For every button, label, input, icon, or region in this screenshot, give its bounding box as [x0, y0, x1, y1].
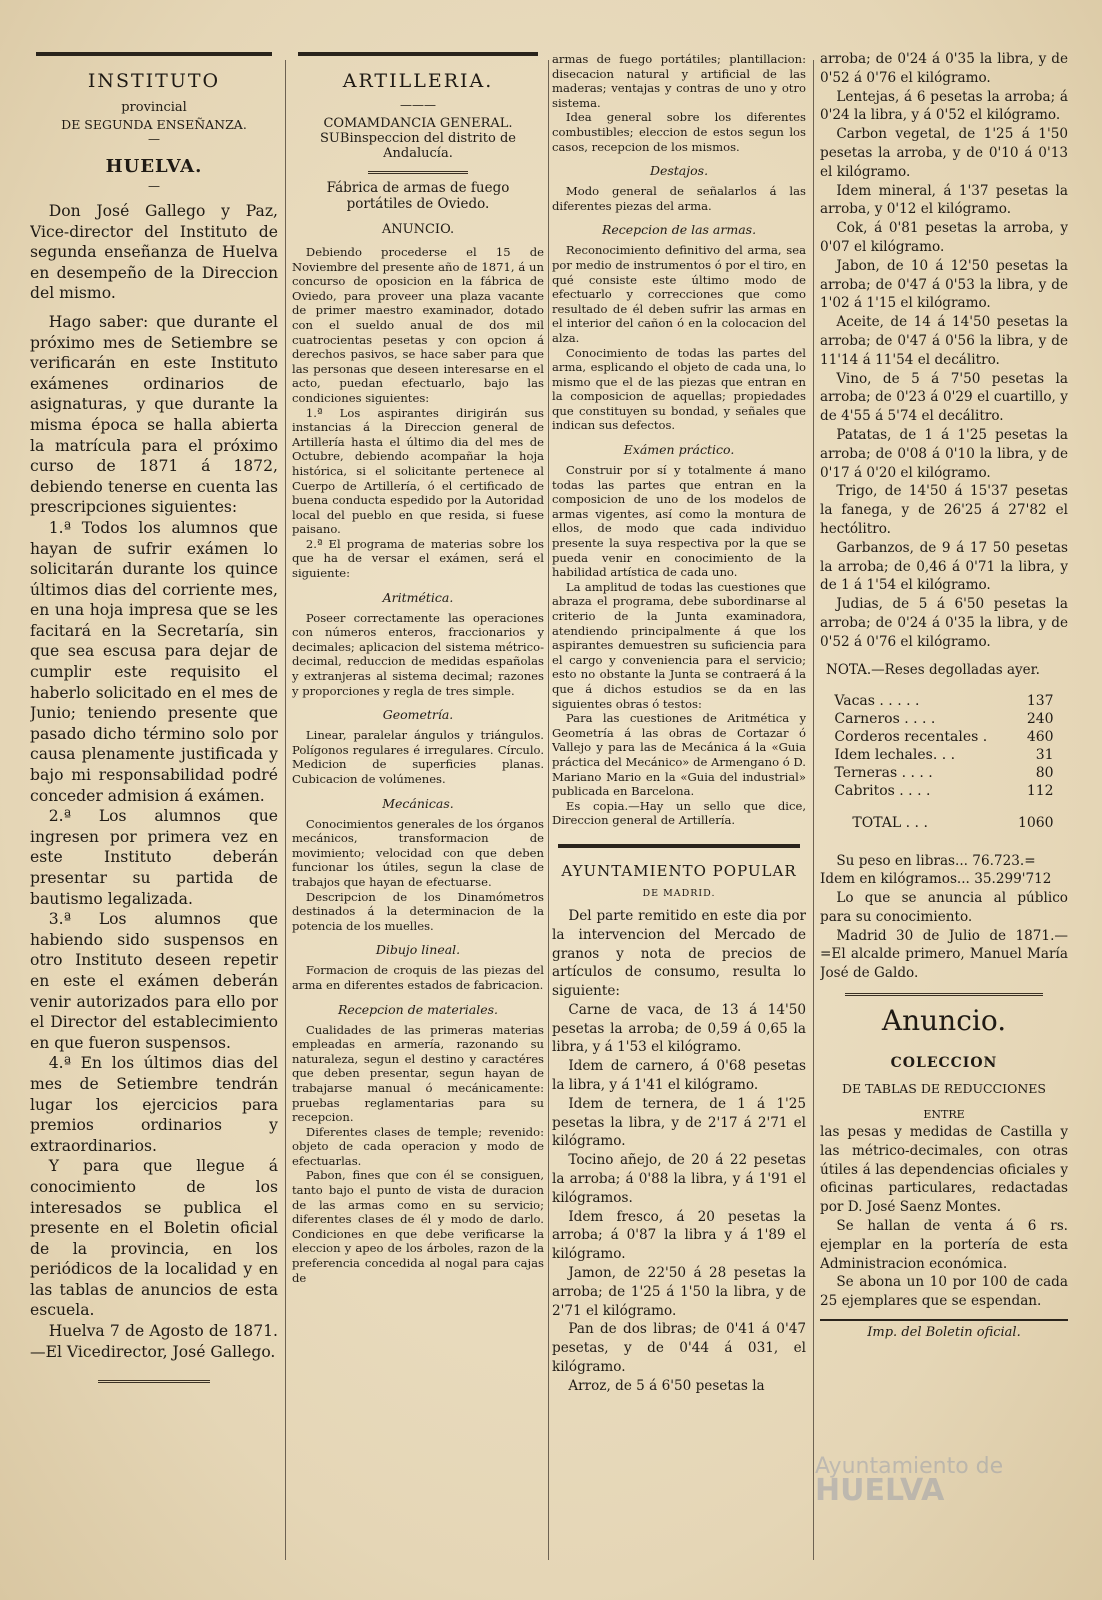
paragraph: Modo general de señalarlos á las diferentes piezas del arma.: [552, 184, 806, 213]
price-line: Vino, de 5 á 7'50 pesetas la arroba; de 0'23 á 0'29 el cuartillo, y de 4'55 á 5'74 el decálitro.: [820, 370, 1068, 425]
fabrica-heading: Fábrica de armas de fuego portátiles de Oviedo.: [326, 180, 510, 212]
price-line: Judias, de 5 á 6'50 pesetas la arroba; de 0'24 á 0'35 la libra, y de 0'52 á 0'76 el kilógramo.: [820, 596, 1068, 650]
price-line: Idem fresco, á 20 pesetas la arroba; á 0'87 la libra y á 1'89 el kilógramo.: [552, 1208, 806, 1263]
paragraph: Es copia.—Hay un sello que dice, Direccion general de Artillería.: [552, 798, 806, 828]
paragraph: Se hallan de venta á 6 rs. ejemplar en la portería de esta Administracion económica.: [820, 1218, 1068, 1272]
paragraph: Reconocimiento definitivo del arma, sea por medio de instrumentos ó por el tiro, en qué consiste este último modo de efectuarlo y correcciones que como resultado de él deben sufrir las armas en el interior del cañon ó en la colocacion del alza.: [552, 243, 806, 345]
ornament: [368, 171, 469, 174]
paragraph: Debiendo procederse el 15 de Noviembre del presente año de 1871, á un concurso de oposicion en la fábrica de Oviedo, para proveer una plaza vacante de primer maestro examinador, dotado con el sueldo anual de dos mil cuatrocientas pesetas y con opcion á derechos pasivos, se hace saber para que las personas que deseen interesarse en el acto, puedan efectuarlo, bajo las condiciones siguientes:: [292, 245, 544, 405]
entre-heading: ENTRE: [923, 1108, 965, 1122]
price-line: Idem de carnero, á 0'68 pesetas la libra, y á 1'41 el kilógramo.: [552, 1058, 806, 1094]
table-row: [832, 710, 1055, 728]
top-rule: [298, 52, 538, 56]
watermark-line: HUELVA: [815, 1473, 945, 1508]
archive-watermark: [815, 1454, 1004, 1508]
paragraph: 1.ª Los aspirantes dirigirán sus instancias á la Direccion general de Artillería hasta el último dia del mes de Octubre, debiendo acompañar la hoja histórica, si el solicitante pertenece al Cuerpo de Artillería, ó el certificado de buena conducta espedido por la Autoridad local del pueblo en que resida, si fuese paisano.: [292, 405, 544, 537]
price-line: Aceite, de 14 á 14'50 pesetas la arroba; de 0'47 á 0'56 la libra, y de 11'14 á 11'54 el decálitro.: [820, 314, 1068, 368]
price-line: Jamon, de 22'50 á 28 pesetas la arroba; de 1'25 á 1'50 la libra, y de 2'71 el kilógramo.: [552, 1265, 806, 1319]
paragraph: Para las cuestiones de Aritmética y Geometría á las obras de Cortazar ó Vallejo y para las de Mecánica á la «Guia práctica del Mecánico» de Armengano ó D. Mariano Mario en la «Guia del industrial» publicada en Barcelona.: [552, 711, 806, 799]
paragraph: Cualidades de las primeras materias empleadas en armería, razonando su naturaleza, segun el destino y caractéres que deben presentar, segun hayan de trabajarse manual ó mecánicamente: pruebas reglamentarias para su recepcion.: [292, 1022, 544, 1125]
reses-value: 240: [1026, 710, 1054, 727]
column-artilleria-cont: [552, 48, 806, 1580]
table-row: [832, 764, 1055, 782]
reses-value: 460: [1026, 728, 1054, 745]
table-row-total: [832, 800, 1055, 832]
section-rule: [558, 844, 800, 848]
column-divider: [548, 60, 549, 1560]
paragraph: Poseer correctamente las operaciones con números enteros, fraccionarios y decimales; aplicacion del sistema métrico-decimal, reduccion de medidas españolas y extranjeras al sistema decimal; razones y proporciones y regla de tres simple.: [292, 610, 544, 698]
price-line: Tocino añejo, de 20 á 22 pesetas la arroba; á 0'88 la libra, y á 1'91 el kilógramos.: [552, 1152, 806, 1206]
table-row: [832, 782, 1055, 800]
paragraph: 2.ª Los alumnos que ingresen por primera vez en este Instituto deberán presentar su partida de bautismo legalizada.: [30, 807, 278, 908]
instituto-title: INSTITUTO: [87, 70, 221, 92]
nota-reses: NOTA.—Reses degolladas ayer.: [826, 661, 1040, 678]
end-rule: [98, 1380, 210, 1383]
price-line: Carne de vaca, de 13 á 14'50 pesetas la arroba; de 0,59 á 0,65 la libra, y á 1'53 el kilógramo.: [552, 1001, 806, 1056]
price-line: Lentejas, á 6 pesetas la arroba; á 0'24 la libra, y á 0'52 el kilógramo.: [820, 88, 1068, 124]
price-line: Carbon vegetal, de 1'25 á 1'50 pesetas la arroba, y de 0'10 á 0'13 el kilógramo.: [820, 126, 1068, 180]
price-line: Patatas, de 1 á 1'25 pesetas la arroba; de 0'08 á 0'10 la libra, y de 0'17 á 0'20 el kilógramo.: [820, 426, 1068, 481]
dash: ———: [400, 98, 436, 112]
price-line: Jabon, de 10 á 12'50 pesetas la arroba; de 0'47 á 0'53 la libra, y de 1'02 á 1'15 el kilógramo.: [820, 257, 1068, 312]
price-line: Idem de ternera, de 1 á 1'25 pesetas la libra, y de 2'17 á 2'71 el kilógramo.: [552, 1095, 806, 1150]
reses-label: Idem lechales. . .: [834, 746, 956, 763]
ornament: [845, 993, 1043, 996]
paragraph: Hago saber: que durante el próximo mes de Setiembre se verificarán en este Instituto exámenes ordinarios de asignaturas, y que durante la misma época se halla abierta la matrícula para el próximo curso de 1871 á 1872, debiendo tenerse en cuenta las prescripciones siguientes:: [30, 312, 278, 517]
reses-label: Vacas . . . . .: [834, 692, 920, 709]
price-line: Trigo, de 14'50 á 15'37 pesetas la fanega, y de 26'25 á 27'82 el hectólitro.: [820, 483, 1068, 537]
coleccion-heading: COLECCION: [890, 1055, 998, 1072]
column-artilleria: [292, 48, 544, 1580]
reses-label: Corderos recentales .: [834, 728, 988, 745]
section-heading: Aritmética.: [382, 589, 454, 605]
reses-value: 112: [1026, 782, 1054, 799]
ayuntamiento-sub: DE MADRID.: [642, 887, 716, 899]
peso-line: Idem en kilógramos... 35.299'712: [820, 871, 1052, 888]
column-precios: [820, 48, 1068, 1580]
anuncio-heading: Anuncio.: [881, 1004, 1007, 1038]
price-line: Arroz, de 5 á 6'50 pesetas la: [568, 1377, 765, 1394]
city-heading: HUELVA.: [105, 156, 203, 177]
paragraph: Idea general sobre los diferentes combustibles; eleccion de estos segun los casos, recepcion de los mismos.: [552, 110, 806, 154]
reses-label: Cabritos . . . .: [834, 782, 931, 799]
reses-label: Terneras . . . .: [834, 764, 933, 781]
reses-table: [832, 692, 1055, 832]
watermark-line: Ayuntamiento de: [815, 1454, 1004, 1479]
column-divider: [813, 60, 814, 1560]
total-value: 1060: [1017, 814, 1054, 831]
imprint: Imp. del Boletin oficial.: [820, 1319, 1068, 1340]
dash: —: [148, 132, 160, 146]
table-row: [832, 728, 1055, 746]
price-line: Garbanzos, de 9 á 17 50 pesetas la arroba; de 0,46 á 0'71 la libra, y de 1 á 1'54 el kilógramo.: [820, 539, 1068, 594]
price-line: Cok, á 0'81 pesetas la arroba, y 0'07 el kilógramo.: [820, 220, 1068, 255]
instituto-sub1: provincial: [121, 100, 187, 115]
reses-value: 31: [1035, 746, 1054, 763]
tablas-heading: DE TABLAS DE REDUCCIONES: [841, 1081, 1046, 1097]
table-row: [832, 692, 1055, 710]
price-line: Pan de dos libras; de 0'41 á 0'47 pesetas, y de 0'44 á 031, el kilógramo.: [552, 1321, 806, 1376]
section-heading: Recepcion de las armas.: [601, 222, 757, 238]
paragraph: 1.ª Todos los alumnos que hayan de sufrir exámen lo solicitarán durante los quince últimos dias del corriente mes, en una hoja impresa que se les facitará en la Secretaría, sin que sea escusa para dejar de cumplir este requisito el haberlo solicitado en el mes de Junio; teniendo presente que pasado dicho término solo por causa plenamente justificada y bajo mi responsabilidad podré conceder admision á exámen.: [30, 518, 278, 805]
reses-value: 80: [1035, 764, 1054, 781]
dash: —: [148, 179, 160, 193]
paragraph: Linear, paralelar ángulos y triángulos. Polígonos regulares é irregulares. Círculo. Medicion de superficies planas. Cubicacion de volúmenes.: [292, 728, 544, 786]
peso-line: Lo que se anuncia al público para su conocimiento.: [820, 890, 1068, 925]
paragraph: Diferentes clases de temple; revenido: objeto de cada operacion y modo de efectuarlas.: [292, 1124, 544, 1168]
artilleria-title: ARTILLERIA.: [342, 70, 494, 92]
paragraph: Del parte remitido en este dia por la intervencion del Mercado de granos y nota de precios de artículos de consumo, resulta lo siguiente:: [552, 907, 806, 1000]
instituto-sub2: DE SEGUNDA ENSEÑANZA.: [61, 117, 247, 132]
total-label: TOTAL . . .: [852, 814, 928, 831]
paragraph: Construir por sí y totalmente á mano todas las partes que entran en la composicion de uno de los modelos de armas vigentes, así como la montura de ellos, de modo que cada individuo presente la suya respectiva por la que se pueda venir en conocimiento de la habilidad artística de cada uno.: [552, 463, 806, 580]
paragraph: 3.ª Los alumnos que habiendo sido suspensos en otro Instituto deseen repetir en este el exámen deberán venir autorizados para ello por el Director del establecimiento en que fueron suspensos.: [30, 910, 278, 1052]
paragraph: Conocimientos generales de los órganos mecánicos, transformacion de movimiento; velocidad con que deben funcionar los útiles, segun la clase de trabajos que hayan de efectuarse.: [292, 816, 544, 889]
ayuntamiento-title: AYUNTAMIENTO POPULAR: [561, 861, 797, 880]
paragraph: Se abona un 10 por 100 de cada 25 ejemplares que se espendan.: [820, 1274, 1068, 1310]
signature: Madrid 30 de Julio de 1871.—=El alcalde primero, Manuel María José de Galdo.: [820, 927, 1068, 982]
column-divider: [285, 60, 286, 1560]
paragraph: Pabon, fines que con él se consiguen, tanto bajo el punto de vista de duracion de las armas como en su servicio; diferentes clases de él y modo de darlo. Condiciones en que debe verificarse la eleccion y apeo de los árboles, razon de la preferencia concedida al nogal para cajas de: [292, 1168, 544, 1285]
price-line: arroba; de 0'24 á 0'35 la libra, y de 0'52 á 0'76 el kilógramo.: [820, 51, 1068, 86]
column-instituto: [30, 48, 278, 1580]
paragraph: Conocimiento de todas las partes del arma, esplicando el objeto de cada una, lo mismo que el de las piezas que entran en la composicion de aquellas; propiedades que constituyen su bondad, y señales que indican sus defectos.: [552, 345, 806, 433]
paragraph: 2.ª El programa de materias sobre los que ha de versar el exámen, será el siguiente:: [292, 536, 544, 581]
paragraph: 4.ª En los últimos dias del mes de Setiembre tendrán lugar los ejercicios para premios ordinarios y extraordinarios.: [30, 1054, 278, 1155]
section-heading: Recepcion de materiales.: [337, 1001, 499, 1017]
section-heading: Destajos.: [649, 163, 709, 179]
table-row: [832, 746, 1055, 764]
paragraph: Formacion de croquis de las piezas del arma en diferentes estados de fabricacion.: [292, 963, 544, 992]
peso-line: Su peso en libras... 76.723.=: [836, 852, 1036, 869]
reses-value: 137: [1026, 692, 1054, 709]
top-rule: [36, 52, 272, 56]
signature: Huelva 7 de Agosto de 1871.—El Vicedirector, José Gallego.: [30, 1322, 278, 1361]
artilleria-sub: COMAMDANCIA GENERAL. SUBinspeccion del distrito de Andalucía.: [320, 116, 516, 161]
paragraph: armas de fuego portátiles; plantillacion: disecacion natural y artificial de las maderas; ventajas y contras de uno y otro sistema.: [552, 52, 806, 110]
paragraph: Don José Gallego y Paz, Vice-director del Instituto de segunda enseñanza de Huelva en desempeño de la Direccion del mismo.: [30, 202, 278, 303]
section-heading: Dibujo lineal.: [375, 942, 461, 958]
section-heading: Geometría.: [382, 707, 454, 723]
anuncio-heading: ANUNCIO.: [381, 222, 455, 237]
price-line: Idem mineral, á 1'37 pesetas la arroba, y 0'12 el kilógramo.: [820, 182, 1068, 218]
reses-label: Carneros . . . .: [834, 710, 936, 727]
paragraph: Descripcion de los Dinamómetros destinados á la determinacion de la potencia de los muelles.: [292, 889, 544, 933]
section-heading: Exámen práctico.: [623, 442, 735, 458]
section-heading: Mecánicas.: [382, 795, 454, 811]
paragraph: Y para que llegue á conocimiento de los interesados se publica el presente en el Boletin oficial de la provincia, en los periódicos de la localidad y en las tablas de anuncios de esta escuela.: [30, 1157, 278, 1320]
paragraph: las pesas y medidas de Castilla y las métrico-decimales, con otras útiles á las dependencias oficiales y oficinas particulares, redactadas por D. José Saenz Montes.: [820, 1124, 1068, 1216]
paragraph: La amplitud de todas las cuestiones que abraza el programa, debe subordinarse al criterio de la Junta examinadora, atendiendo principalmente á que los aspirantes demuestren su suficiencia para el cargo y conveniencia para el servicio; esto no obstante la Junta se contraerá á la que á dichos estudios se da en las siguientes obras ó testos:: [552, 579, 806, 711]
